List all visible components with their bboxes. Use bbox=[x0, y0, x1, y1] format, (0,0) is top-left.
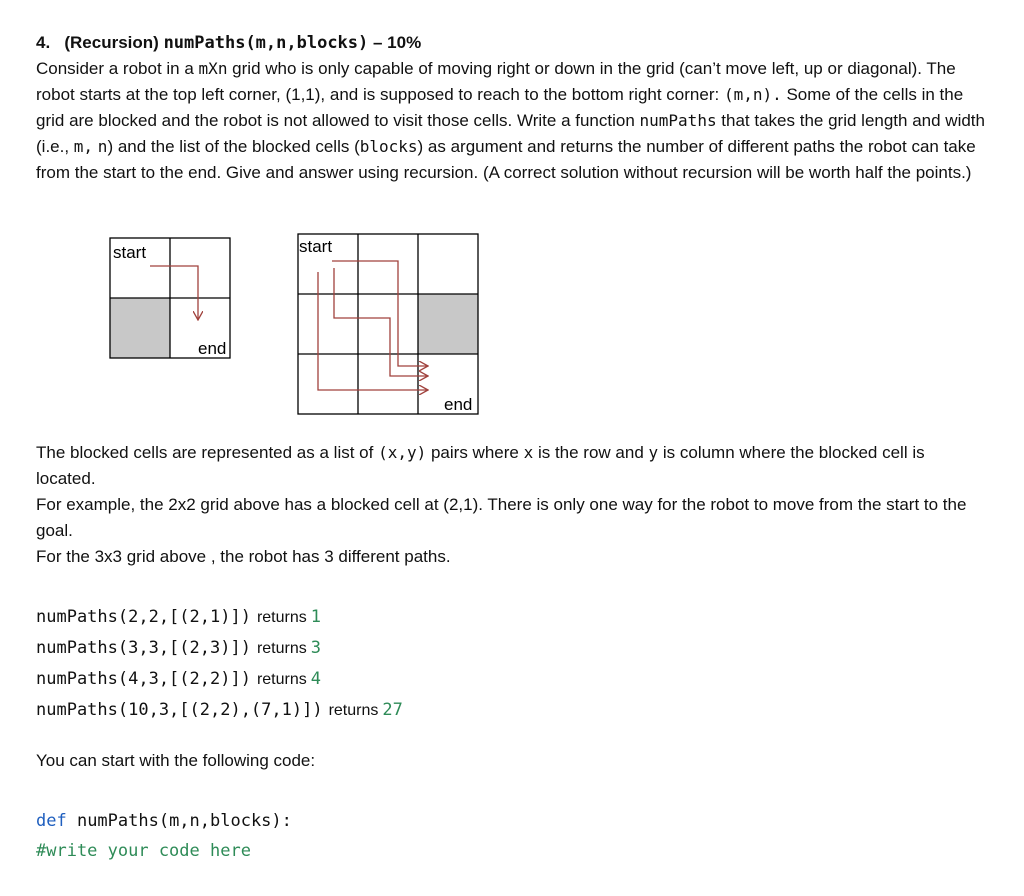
code-def: numPaths(m,n,blocks): bbox=[66, 811, 292, 831]
example-line bbox=[36, 633, 403, 664]
example-value: 1 bbox=[310, 607, 321, 627]
robot-path bbox=[332, 261, 428, 366]
example-returns: returns bbox=[256, 671, 307, 688]
explanation-code: (x,y) bbox=[378, 443, 427, 462]
code-comment: #write your code here bbox=[36, 841, 251, 861]
explanation-line-3: For the 3x3 grid above , the robot has 3 different paths. bbox=[36, 547, 451, 566]
example-value: 3 bbox=[310, 638, 321, 658]
desc-text: Some of the cells in the grid are blocked and the robot is not allowed to visit those cells. Write a function bbox=[36, 85, 964, 130]
code-line bbox=[36, 806, 292, 836]
desc-code: mXn bbox=[198, 59, 228, 78]
function-signature: numPaths(m,n,blocks) bbox=[163, 33, 369, 53]
desc-text: that takes the grid length and width (i.e., bbox=[36, 111, 985, 156]
explanation-code: y bbox=[648, 443, 659, 462]
desc-code: blocks bbox=[359, 137, 418, 156]
end-label: end bbox=[198, 339, 227, 358]
example-call: numPaths(10,3,[(2,2),(7,1)]) bbox=[36, 700, 323, 720]
desc-text: ) as argument and returns the number of different paths the robot can take from the start to the end. Give and answer using recursion. (A correct solution without recursion will be worth half the points.) bbox=[36, 137, 976, 182]
explanation-text: The blocked cells are represented as a list of bbox=[36, 443, 379, 462]
explanation-line-1 bbox=[36, 440, 986, 492]
example-value: 4 bbox=[310, 669, 321, 689]
desc-text: Consider a robot in a bbox=[36, 59, 199, 78]
example-returns: returns bbox=[328, 702, 379, 719]
example-line bbox=[36, 695, 403, 726]
example-value: 27 bbox=[382, 700, 403, 720]
explanation-code: x bbox=[523, 443, 534, 462]
example-call: numPaths(4,3,[(2,2)]) bbox=[36, 669, 251, 689]
desc-text: ) and the list of the blocked cells ( bbox=[107, 137, 360, 156]
problem-number: 4. bbox=[36, 33, 51, 52]
start-label: start bbox=[299, 237, 333, 256]
example-list bbox=[36, 602, 403, 726]
example-line bbox=[36, 664, 403, 695]
end-label: end bbox=[444, 395, 473, 414]
starter-code bbox=[36, 806, 292, 866]
explanation-text: is column where the blocked cell is located. bbox=[36, 443, 925, 488]
desc-code: numPaths bbox=[639, 111, 717, 130]
desc-code: n bbox=[97, 137, 108, 156]
problem-weight: – 10% bbox=[373, 33, 422, 52]
explanation-text: is the row and bbox=[533, 443, 649, 462]
explanation bbox=[36, 440, 986, 570]
code-keyword: def bbox=[36, 811, 67, 831]
problem-topic: (Recursion) bbox=[64, 33, 159, 52]
blocked-cell bbox=[418, 294, 478, 354]
desc-code: (m,n). bbox=[723, 85, 782, 104]
blocked-cell bbox=[110, 298, 170, 358]
robot-path bbox=[334, 268, 428, 376]
grid-3x3-figure bbox=[298, 234, 478, 414]
explanation-line-2: For example, the 2x2 grid above has a blocked cell at (2,1). There is only one way for the robot to move from the start to the goal. bbox=[36, 495, 967, 540]
example-line bbox=[36, 602, 403, 633]
desc-text: grid who is only capable of moving right or down in the grid (can’t move left, up or diagonal). The robot starts at the top left corner, (1,1), and is supposed to reach to the bottom right corner: bbox=[36, 59, 956, 104]
example-returns: returns bbox=[256, 640, 307, 657]
grid-2x2-figure bbox=[110, 238, 230, 358]
example-call: numPaths(3,3,[(2,3)]) bbox=[36, 638, 251, 658]
starter-intro: You can start with the following code: bbox=[36, 751, 316, 770]
explanation-text: pairs where bbox=[426, 443, 524, 462]
start-label: start bbox=[113, 243, 147, 262]
example-returns: returns bbox=[256, 609, 307, 626]
example-call: numPaths(2,2,[(2,1)]) bbox=[36, 607, 251, 627]
desc-code: m, bbox=[73, 137, 94, 156]
